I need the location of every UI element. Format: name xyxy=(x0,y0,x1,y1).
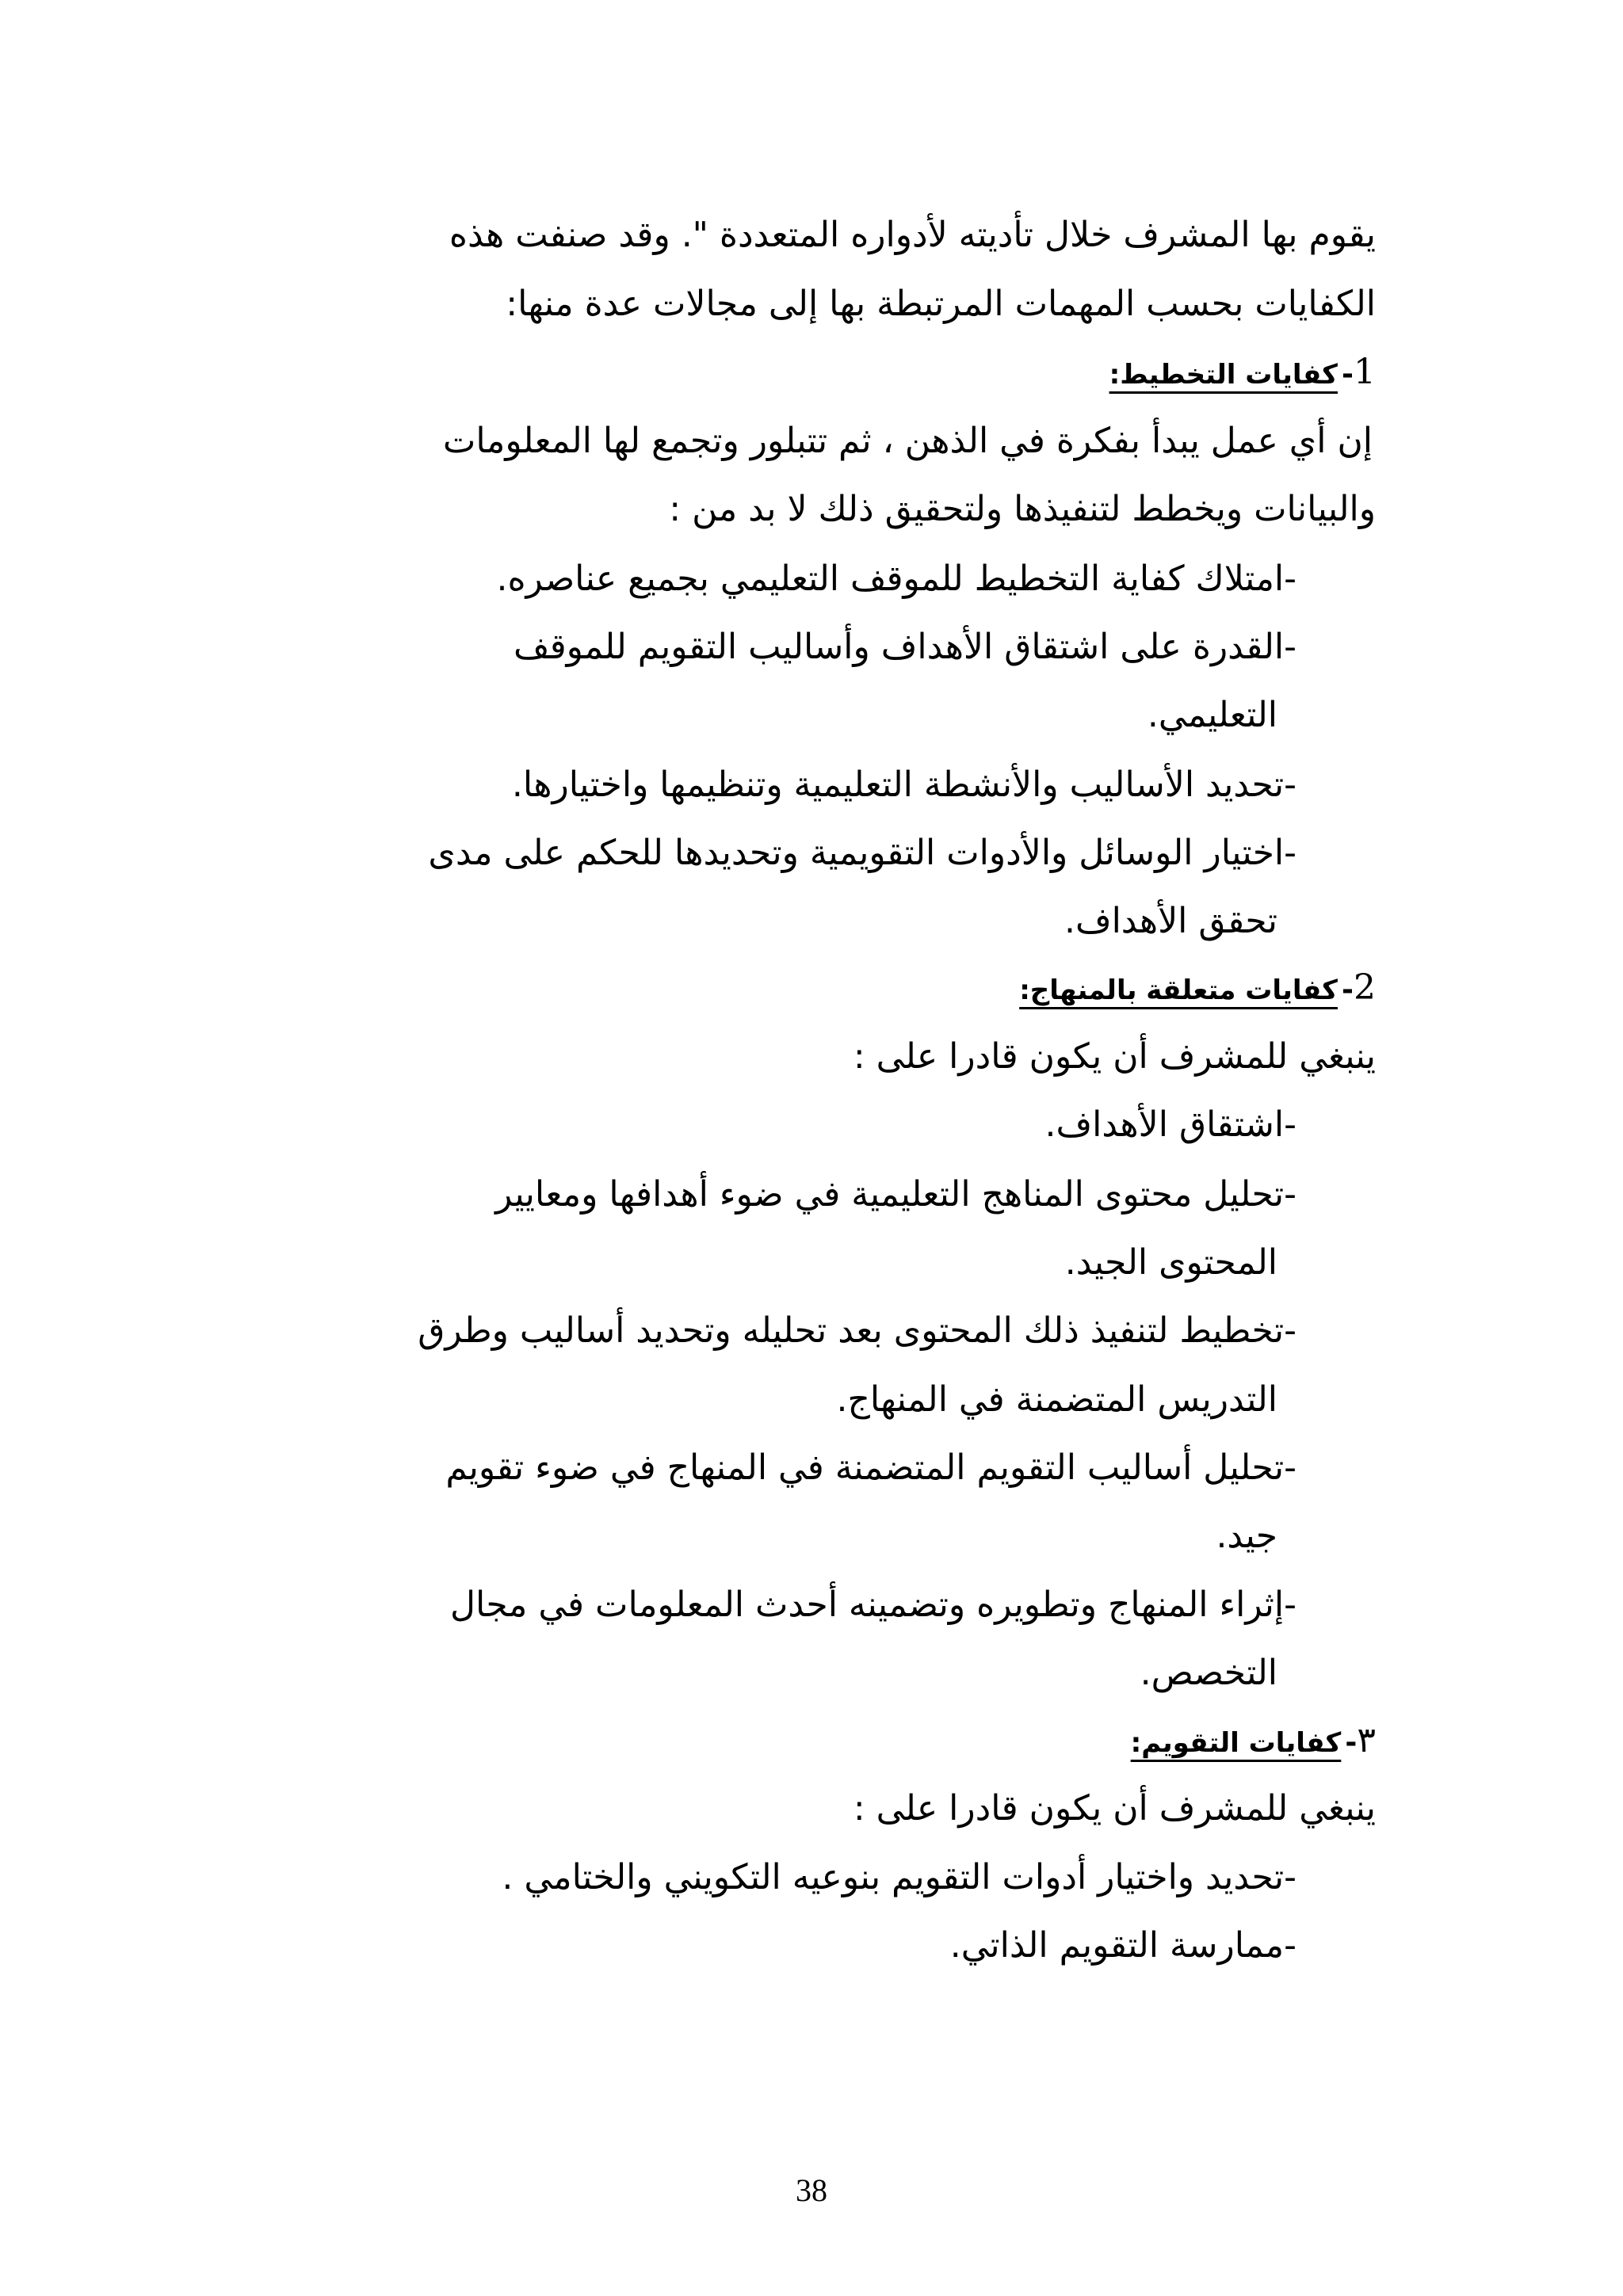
list-item: -اختيار الوسائل والأدوات التقويمية وتحديدها للحكم على مدى xyxy=(428,833,1296,873)
page-number: 38 xyxy=(796,2172,827,2208)
list-item-continuation: المحتوى الجيد. xyxy=(1064,1242,1277,1283)
section-title: كفايات التخطيط: xyxy=(1109,359,1338,391)
list-item: -تحديد الأساليب والأنشطة التعليمية وتنظيمها واختيارها. xyxy=(511,765,1296,805)
paragraph-line: ينبغي للمشرف أن يكون قادرا على : xyxy=(853,1036,1376,1077)
section-title: كفايات متعلقة بالمنهاج: xyxy=(1019,974,1338,1006)
paragraph-line: ينبغي للمشرف أن يكون قادرا على : xyxy=(853,1788,1376,1829)
section-number: ٣ xyxy=(1357,1720,1376,1760)
list-item-continuation: جيد. xyxy=(1216,1516,1277,1556)
paragraph-line: إن أي عمل يبدأ بفكرة في الذهن ، ثم تتبلور وتجمع لها المعلومات xyxy=(442,421,1373,461)
paragraph-line: والبيانات ويخطط لتنفيذها ولتحقيق ذلك لا بد من : xyxy=(669,489,1376,529)
intro-line-1: يقوم بها المشرف خلال تأديته لأدواره المتعددة ". وقد صنفت هذه xyxy=(449,215,1376,255)
list-item: -تحديد واختيار أدوات التقويم بنوعيه التكويني والختامي . xyxy=(502,1857,1296,1897)
list-item: -تحليل محتوى المناهج التعليمية في ضوء أهدافها ومعايير xyxy=(495,1174,1296,1215)
list-item-continuation: التدريس المتضمنة في المنهاج. xyxy=(836,1379,1277,1420)
section-separator: - xyxy=(1345,1726,1358,1759)
list-item-continuation: التخصص. xyxy=(1140,1653,1277,1693)
list-item: -القدرة على اشتقاق الأهداف وأساليب التقويم للموقف xyxy=(514,627,1296,667)
list-item: -امتلاك كفاية التخطيط للموقف التعليمي بجميع عناصره. xyxy=(496,559,1296,599)
section-number: 1 xyxy=(1354,352,1376,392)
section-separator: - xyxy=(1342,974,1354,1006)
list-item: -تحليل أساليب التقويم المتضمنة في المنهاج في ضوء تقويم xyxy=(445,1447,1296,1488)
list-item: -ممارسة التقويم الذاتي. xyxy=(949,1925,1296,1966)
intro-line-2: الكفايات بحسب المهمات المرتبطة بها إلى مجالات عدة منها: xyxy=(506,284,1376,324)
section-heading-curriculum xyxy=(1019,964,1376,1012)
list-item: -إثراء المنهاج وتطويره وتضمينه أحدث المعلومات في مجال xyxy=(450,1585,1296,1625)
section-heading-planning xyxy=(1109,349,1376,396)
section-title: كفايات التقويم: xyxy=(1130,1727,1342,1759)
section-heading-evaluation xyxy=(1131,1717,1376,1764)
list-item-continuation: التعليمي. xyxy=(1147,695,1277,735)
list-item: -اشتقاق الأهداف. xyxy=(1044,1104,1296,1145)
section-separator: - xyxy=(1342,358,1354,391)
list-item: -تخطيط لتنفيذ ذلك المحتوى بعد تحليله وتحديد أساليب وطرق xyxy=(418,1310,1296,1351)
section-number: 2 xyxy=(1354,967,1376,1008)
list-item-continuation: تحقق الأهداف. xyxy=(1064,901,1277,941)
